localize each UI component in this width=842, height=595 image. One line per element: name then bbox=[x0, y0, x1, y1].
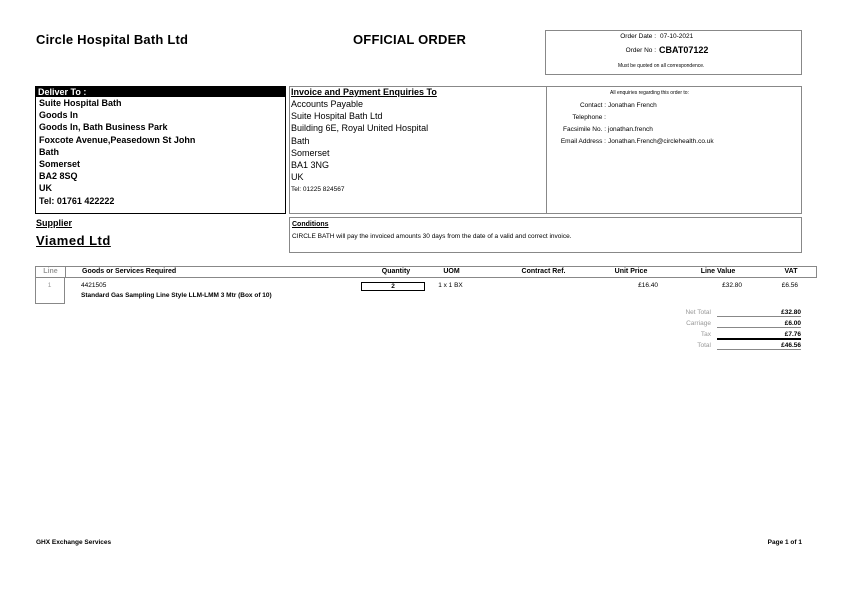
deliver-line: UK bbox=[39, 183, 52, 194]
totals-block bbox=[640, 309, 803, 355]
total-value: £46.56 bbox=[717, 342, 801, 350]
order-no-label: Order No : bbox=[625, 47, 656, 54]
col-vat-header: VAT bbox=[784, 268, 798, 275]
email-value: Jonathan.French@circlehealth.co.uk bbox=[608, 138, 714, 145]
deliver-to-box bbox=[35, 86, 286, 214]
col-goods-header: Goods or Services Required bbox=[82, 268, 177, 275]
deliver-line: Suite Hospital Bath bbox=[39, 98, 122, 108]
footer-provider: GHX Exchange Services bbox=[36, 539, 112, 546]
order-date-label: Order Date : bbox=[620, 33, 656, 40]
invoice-phone: Tel: 01225 824567 bbox=[291, 186, 345, 193]
deliver-to-heading: Deliver To : bbox=[36, 87, 285, 97]
carriage-label: Carriage bbox=[686, 320, 711, 327]
document-title: OFFICIAL ORDER bbox=[353, 32, 467, 47]
enquiries-heading: All enquiries regarding this order to: bbox=[610, 90, 689, 96]
table-header bbox=[35, 266, 817, 278]
deliver-line: Bath bbox=[39, 146, 59, 157]
order-no-value: CBAT07122 bbox=[659, 45, 709, 55]
invoice-line: Suite Hospital Bath Ltd bbox=[291, 111, 383, 122]
conditions-text: CIRCLE BATH will pay the invoiced amounts 30 days from the date of a valid and correct invoice. bbox=[292, 233, 572, 240]
tax-value: £7.76 bbox=[717, 331, 801, 340]
row-uom: 1 x 1 BX bbox=[438, 282, 463, 289]
deliver-phone: Tel: 01761 422222 bbox=[39, 195, 115, 206]
order-date-value: 07-10-2021 bbox=[660, 33, 694, 40]
telephone-label: Telephone : bbox=[572, 114, 606, 121]
invoice-line: Building 6E, Royal United Hospital bbox=[291, 123, 429, 134]
col-uom-header: UOM bbox=[443, 268, 460, 275]
deliver-line: Goods In bbox=[39, 110, 78, 121]
invoice-heading: Invoice and Payment Enquiries To bbox=[291, 87, 437, 97]
fax-label: Facsimile No. : bbox=[563, 126, 606, 133]
deliver-line: Somerset bbox=[39, 159, 81, 170]
supplier-heading: Supplier bbox=[36, 218, 73, 228]
conditions-box bbox=[289, 217, 802, 253]
email-label: Email Address : bbox=[560, 138, 606, 145]
row-line-number: 1 bbox=[47, 282, 52, 289]
tax-label: Tax bbox=[700, 331, 711, 338]
deliver-line: BA2 8SQ bbox=[39, 171, 78, 182]
contact-label: Contact : bbox=[579, 102, 606, 109]
row-quantity: 2 bbox=[361, 282, 425, 291]
row-line-value: £32.80 bbox=[722, 282, 742, 289]
order-info-box bbox=[545, 30, 802, 75]
deliver-line: Goods In, Bath Business Park bbox=[39, 122, 168, 133]
deliver-line: Foxcote Avenue,Peasedown St John bbox=[39, 134, 196, 145]
carriage-value: £6.00 bbox=[717, 320, 801, 328]
row-product-code: 4421505 bbox=[81, 282, 107, 289]
supplier-name: Viamed Ltd bbox=[36, 233, 111, 248]
fax-value: jonathan.french bbox=[608, 126, 653, 133]
invoice-line: BA1 3NG bbox=[291, 160, 330, 171]
deliver-address bbox=[36, 97, 285, 207]
contact-value: Jonathan French bbox=[608, 102, 657, 109]
invoice-enquiries-box bbox=[289, 86, 802, 214]
total-label: Total bbox=[697, 342, 711, 349]
table-row bbox=[35, 278, 817, 304]
row-vat: £6.56 bbox=[781, 282, 798, 289]
col-line-value-header: Line Value bbox=[700, 268, 736, 275]
net-total-label: Net Total bbox=[685, 309, 711, 316]
company-name: Circle Hospital Bath Ltd bbox=[36, 32, 189, 47]
invoice-line: Accounts Payable bbox=[291, 99, 364, 109]
row-description: Standard Gas Sampling Line Style LLM-LMM 3 Mtr (Box of 10) bbox=[81, 292, 272, 299]
page-number: Page 1 of 1 bbox=[767, 539, 802, 546]
col-line-header: Line bbox=[43, 268, 58, 275]
invoice-line: Somerset bbox=[291, 147, 330, 158]
conditions-heading: Conditions bbox=[292, 221, 329, 228]
col-unit-price-header: Unit Price bbox=[614, 268, 648, 275]
col-contract-header: Contract Ref. bbox=[521, 268, 566, 275]
net-total-value: £32.80 bbox=[717, 309, 801, 317]
invoice-line: Bath bbox=[291, 135, 310, 146]
col-quantity-header: Quantity bbox=[381, 268, 411, 275]
row-unit-price: £16.40 bbox=[638, 282, 658, 289]
invoice-line: UK bbox=[291, 172, 304, 183]
invoice-address bbox=[291, 98, 428, 183]
quote-note: Must be quoted on all correspondence. bbox=[618, 63, 705, 69]
